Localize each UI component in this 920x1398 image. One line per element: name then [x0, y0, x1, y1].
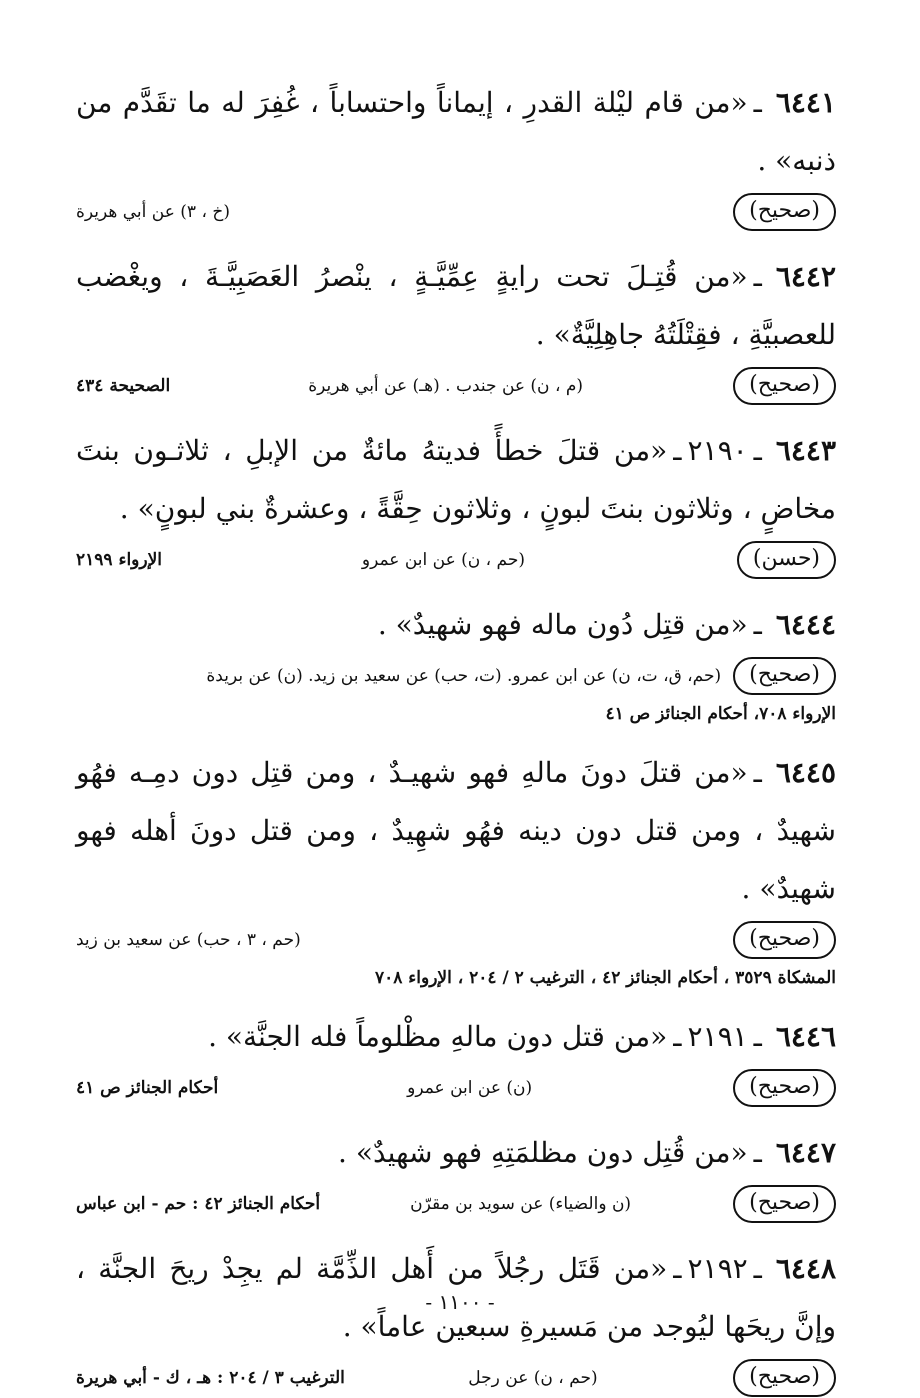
hadith-text-line	[76, 744, 836, 918]
hadith-reference: الترغيب ٣ / ٢٠٤ : هـ ، ك - أبي هريرة	[76, 1368, 345, 1388]
grade-badge: (صحيح)	[733, 193, 836, 231]
hadith-number: ٦٤٤٧	[775, 1136, 836, 1169]
hadith-entry	[76, 1124, 836, 1224]
hadith-reference: أحكام الجنائز ص ٤١	[76, 1078, 219, 1098]
hadith-text: «من قتل دون مالهِ مظْلوماً فله الجنَّة» .	[208, 1020, 668, 1053]
hadith-number: ٦٤٤٣	[775, 434, 836, 467]
grade-badge: (صحيح)	[733, 367, 836, 405]
hadith-reference: أحكام الجنائز ٤٢ : حم - ابن عباس	[76, 1194, 321, 1214]
dash-separator: ـ	[753, 756, 762, 789]
hadith-entry	[76, 248, 836, 406]
hadith-meta-row	[76, 540, 836, 580]
hadith-number: ٦٤٤٦	[775, 1020, 836, 1053]
hadith-text-line	[76, 248, 836, 364]
hadith-sources: (حم، ق، ت، ن) عن ابن عمرو. (ت، حب) عن سعيد بن زيد. (ن) عن بريدة	[206, 666, 722, 686]
hadith-entry	[76, 422, 836, 580]
dash-separator: ـ	[673, 434, 682, 467]
hadith-number: ٦٤٤٤	[775, 608, 836, 641]
hadith-text: «من قُتِل دون مظلمَتِهِ فهو شهيدٌ» .	[338, 1136, 748, 1169]
hadith-meta-row	[76, 1068, 836, 1108]
hadith-sources: (ن) عن ابن عمرو	[407, 1078, 533, 1098]
dash-separator: ـ	[673, 1252, 682, 1285]
hadith-number: ٦٤٤٢	[775, 260, 836, 293]
hadith-meta-row	[76, 1184, 836, 1224]
hadith-text: «من قام ليْلة القدرِ ، إيماناً واحتساباً ، غُفِرَ له ما تقَدَّم من ذنبه» .	[76, 86, 836, 177]
dash-separator: ـ	[753, 1252, 762, 1285]
grade-badge: (صحيح)	[733, 921, 836, 959]
hadith-meta-row	[76, 656, 836, 696]
hadith-number: ٦٤٤٥	[775, 756, 836, 789]
dash-separator: ـ	[753, 434, 762, 467]
page-number: - ١١٠٠ -	[425, 1290, 495, 1314]
hadith-secondary-number: ٢١٩٢	[687, 1252, 748, 1285]
hadith-number: ٦٤٤٨	[775, 1252, 836, 1285]
hadith-sources: (حم ، ن) عن رجل	[468, 1368, 598, 1388]
hadith-entry	[76, 1008, 836, 1108]
grade-badge: (صحيح)	[733, 1069, 836, 1107]
hadith-meta-row	[76, 920, 836, 960]
hadith-reference: الإرواء ٢١٩٩	[76, 550, 163, 570]
hadith-text-line	[76, 1124, 836, 1182]
dash-separator: ـ	[753, 86, 762, 119]
dash-separator: ـ	[673, 1020, 682, 1053]
hadith-reference: الإرواء ٧٠٨، أحكام الجنائز ص ٤١	[605, 704, 836, 724]
dash-separator: ـ	[753, 1020, 762, 1053]
hadith-secondary-number: ٢١٩٠	[687, 434, 748, 467]
grade-badge: (صحيح)	[733, 657, 836, 695]
hadith-text: «من قُتِـلَ تحت رايةٍ عِمِّيَّـةٍ ، ينْصرُ العَصَبِيَّـةَ ، ويغْضب للعصبيَّةِ ، فقِتْلَتُهُ جاهِلِيَّةٌ» .	[76, 260, 836, 351]
hadith-entry	[76, 1240, 836, 1398]
hadith-text: «من قتلَ خطأً فديتهُ مائةٌ من الإبلِ ، ثلاثـون بنتَ مخاضٍ ، وثلاثون بنتَ لبونٍ ، وثلاثون حِقَّةً ، وعشرةٌ بني لبونٍ» .	[76, 434, 836, 525]
hadith-sources: (حم ، ٣ ، حب) عن سعيد بن زيد	[76, 930, 301, 950]
hadith-sources: (م ، ن) عن جندب . (هـ) عن أبي هريرة	[308, 376, 583, 396]
hadith-text: «من قتلَ دونَ مالهِ فهو شهيـدٌ ، ومن قتِل دون دمِـه فهُو شهيدٌ ، ومن قتل دون دينه فهُو شهِيدٌ ، ومن قتل دونَ أهله فهو شهيدٌ» .	[76, 756, 837, 905]
hadith-sources: (حم ، ن) عن ابن عمرو	[361, 550, 525, 570]
hadith-reference: الصحيحة ٤٣٤	[76, 376, 171, 396]
hadith-sources: (خ ، ٣) عن أبي هريرة	[76, 202, 230, 222]
hadith-meta-row	[76, 192, 836, 232]
grade-badge: (حسن)	[737, 541, 836, 579]
hadith-reference: المشكاة ٣٥٢٩ ، أحكام الجنائز ٤٢ ، الترغيب ٢ / ٢٠٤ ، الإرواء ٧٠٨	[374, 968, 836, 988]
hadith-text-line	[76, 74, 836, 190]
hadith-text-line	[76, 596, 836, 654]
hadith-entry	[76, 596, 836, 728]
hadith-text-line	[76, 1008, 836, 1066]
hadith-text: «من قَتَل رجُلاً من أَهل الذِّمَّة لم يجِدْ ريحَ الجنَّة ، وإنَّ ريحَها ليُوجد من مَسيرةِ سبعين عاماً» .	[76, 1252, 836, 1343]
hadith-text: «من قتِل دُون ماله فهو شهيدٌ» .	[377, 608, 748, 641]
hadith-sources: (ن والضياء) عن سويد بن مقرّن	[410, 1194, 632, 1214]
hadith-secondary-number: ٢١٩١	[687, 1020, 748, 1053]
hadith-text-line	[76, 422, 836, 538]
dash-separator: ـ	[753, 1136, 762, 1169]
hadith-entry	[76, 74, 836, 232]
dash-separator: ـ	[753, 608, 762, 641]
dash-separator: ـ	[753, 260, 762, 293]
hadith-meta-row	[76, 366, 836, 406]
grade-badge: (صحيح)	[733, 1359, 836, 1397]
document-page	[76, 74, 837, 1389]
hadith-number: ٦٤٤١	[775, 86, 836, 119]
hadith-entry	[76, 744, 836, 992]
grade-badge: (صحيح)	[733, 1185, 836, 1223]
hadith-meta-row	[76, 1358, 836, 1398]
